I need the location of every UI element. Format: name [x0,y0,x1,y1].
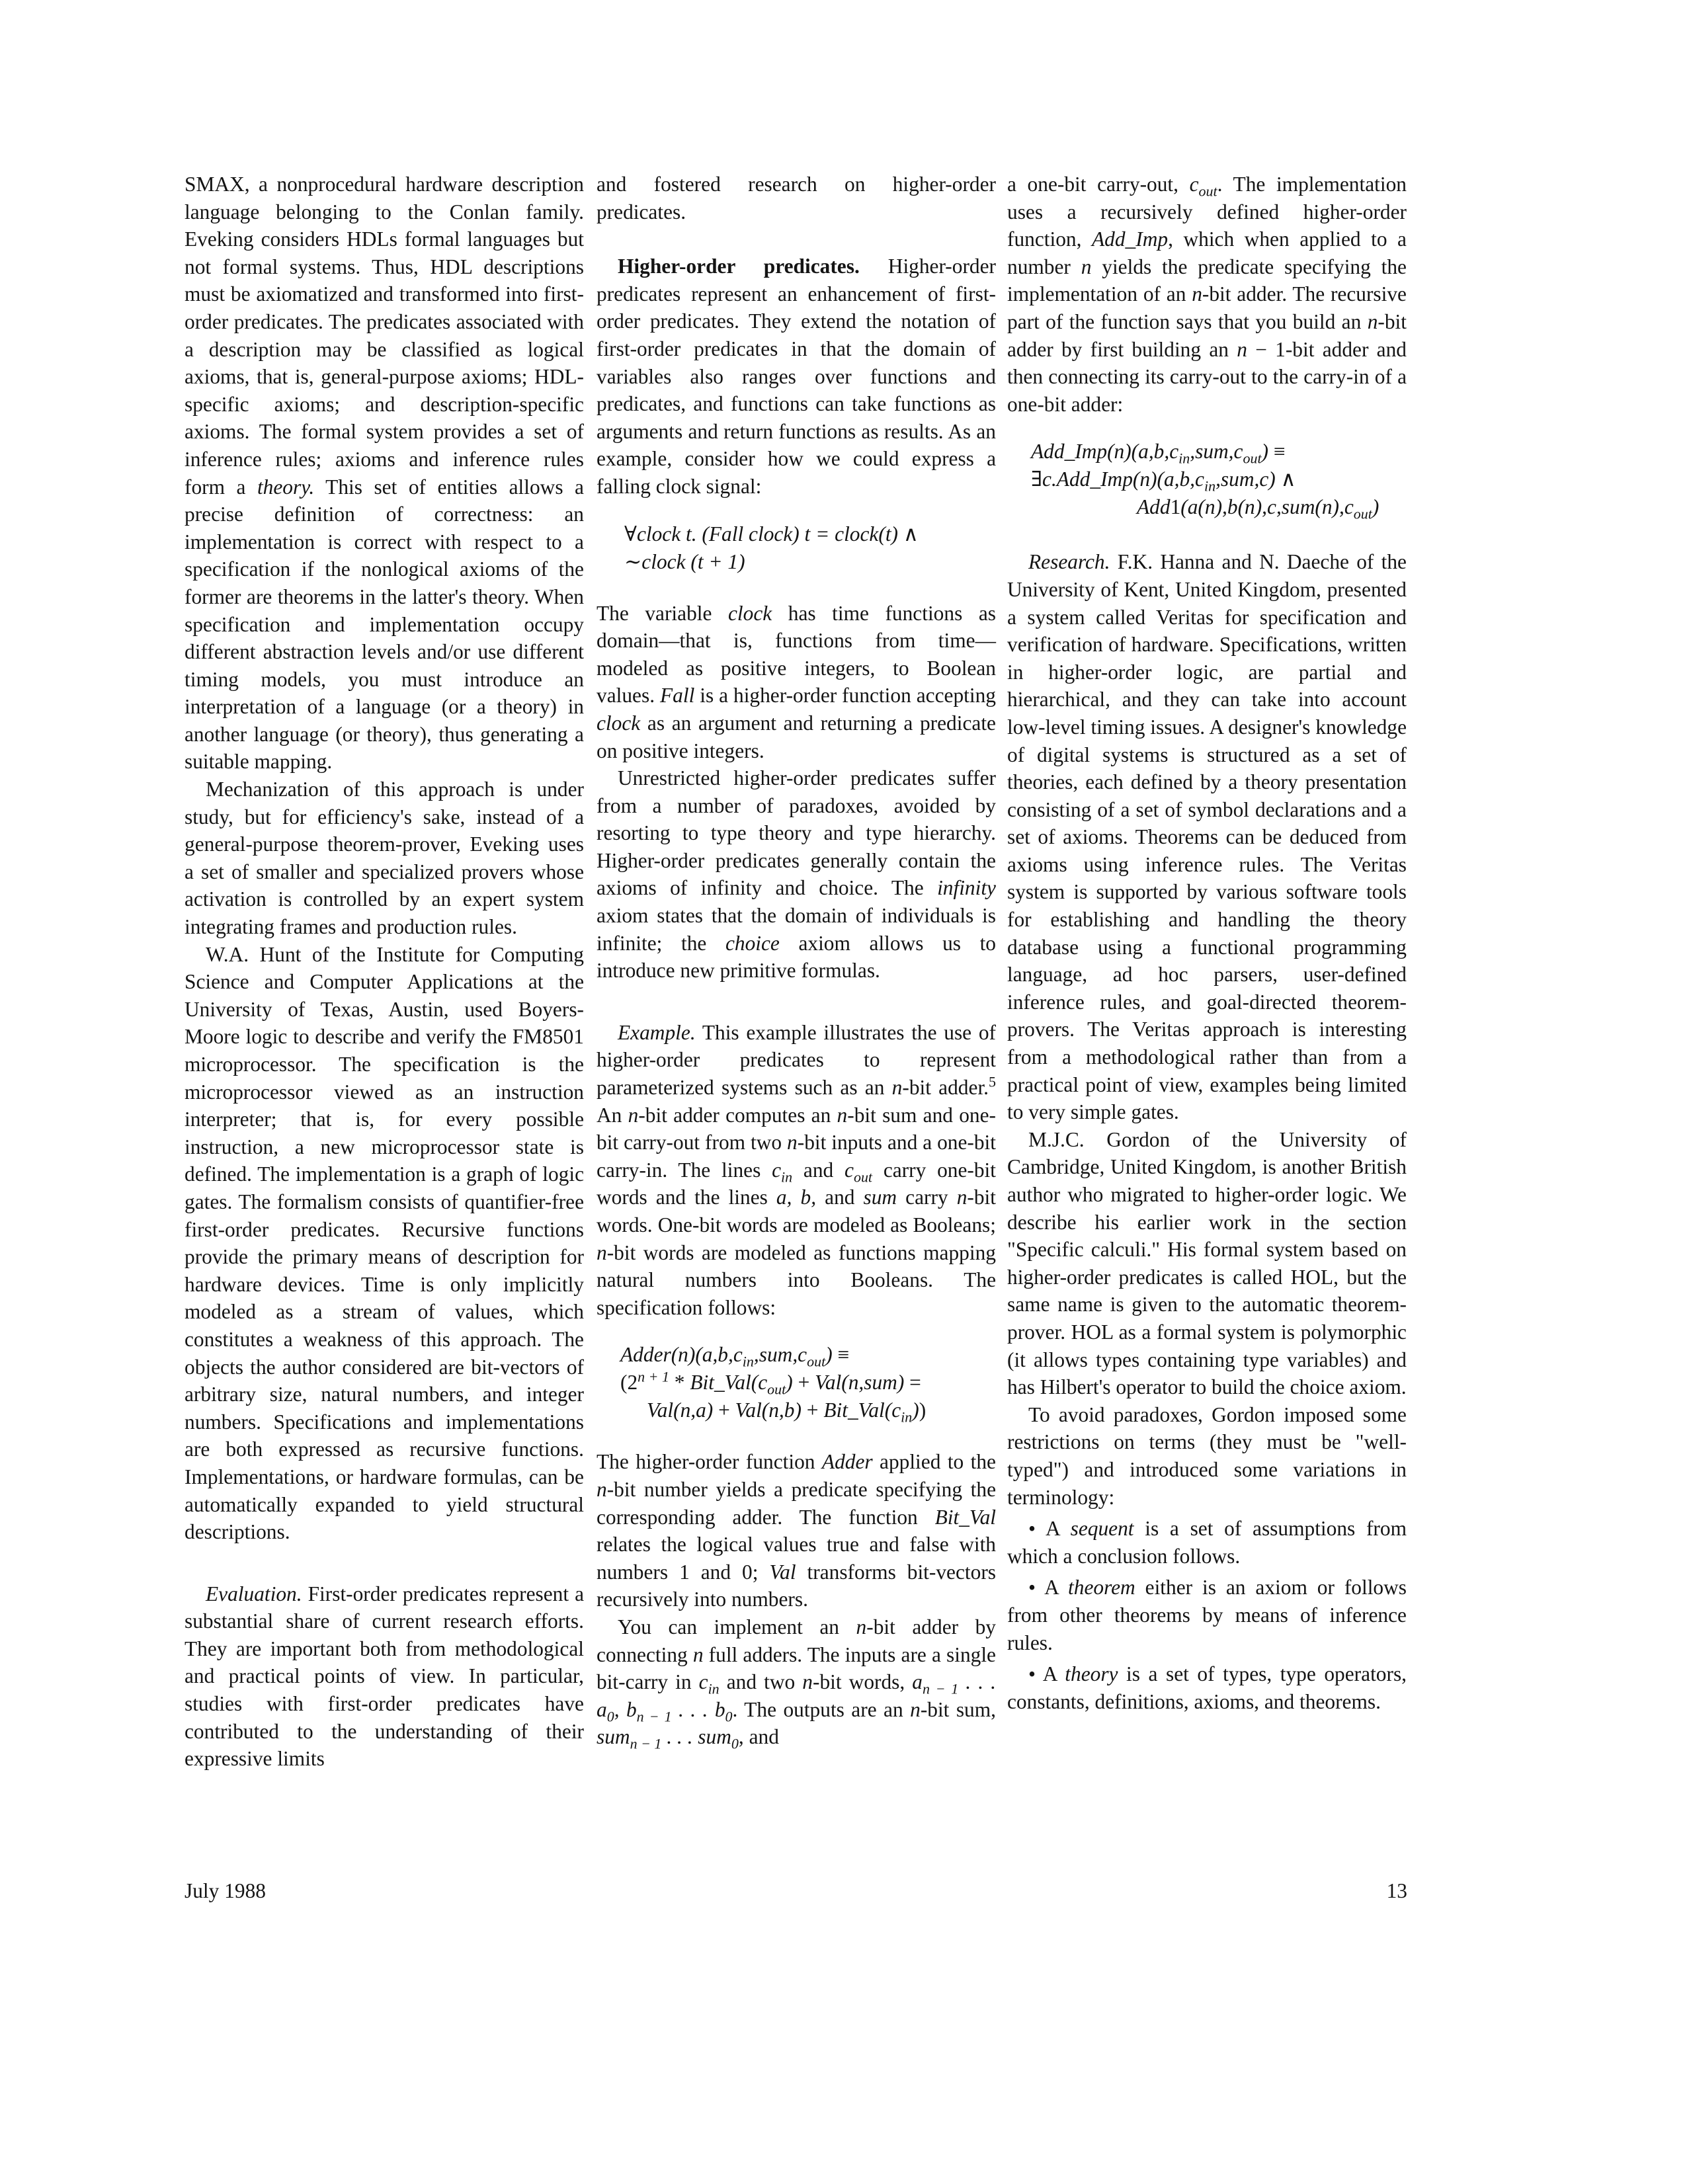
paragraph: Unrestricted higher-order predicates suffer from a number of paradoxes, avoided by resorting to type theory and type hierarchy. Higher-order predicates generally contain the axioms of infinity and choice. The infinity axiom states that the domain of individuals is infinite; the choice axiom allows us to introduce new primitive formulas. [597,766,996,983]
formula-adder: $Adder(n)(a,b,c_{in},sum,c_{out})$ ≡ ($2^{n + 1}$ * $Bit\_Val(c_{out}) + Val(n,sum)$ = $Val(n,a) + Val(n,b) + Bit\_Val(c_{in})$) [620,1343,927,1426]
paragraph: SMAX, a nonprocedural hardware description language belonging to the Conlan family. Eveking considers HDLs formal languages but not formal systems. Thus, HDL descriptions must be axiomatized and transformed into first-order predicates. The predicates associated with a description may be classified as logical axioms, that is, general-purpose axioms; HDL-specific axioms; and description-specific axioms. The formal system provides a set of inference rules; axioms and inference rules form a theory. This set of entities allows a precise definition of correctness: an implementation is correct with respect to a specification if the nonlogical axioms of the former are theorems in the latter's theory. When specification and implementation occupy different abstraction levels and/or use different timing models, you must introduce an interpretation of a language (or a theory) in another language (or theory), thus generating a suitable mapping. [185,173,584,774]
section-higher-order-predicates: Higher-order predicates. Higher-order predicates represent an enhancement of first-order predicates. They extend the notation of first-order predicates in that the domain of variables also ranges over functions and predicates, and functions can take functions as arguments and return functions as results. As an example, consider how we could express a falling clock signal: [597,255,996,498]
paragraph: The variable clock has time functions as domain—that is, functions from time—modeled as positive integers, to Boolean values. Fall is a higher-order function accepting clock as an argument and returning a predicate on positive integers. [597,601,996,762]
bullet-theory: • A theory is a set of types, type operators, constants, definitions, axioms, and theorems. [1007,1662,1407,1713]
paragraph: W.A. Hunt of the Institute for Computing Science and Computer Applications at the University of Texas, Austin, used Boyers-Moore logic to describe and verify the FM8501 microprocessor. The specification is the microprocessor viewed as an instruction interpreter; that is, for every possible instruction, a new microprocessor state is defined. The implementation is a graph of logic gates. The formalism consists of quantifier-free first-order predicates. Recursive functions provide the primary means of description for hardware devices. Time is only implicitly modeled as a stream of values, which constitutes a weakness of this approach. The objects the author considered are bit-vectors of arbitrary size, natural numbers, and integer numbers. Specifications and implementations are both expressed as recursive functions. Implementations, or hardware formulas, can be automatically expanded to yield structural descriptions. [185,942,584,1544]
formula-add-imp: $Add\_Imp(n)(a,b,c_{in},sum,c_{out})$ ≡ $\exists c.Add\_Imp(n)(a,b,c_{in},sum,c)$ ∧ $Add1(a(n),b(n),c,sum(n),c_{out})$ [1031,440,1380,522]
paragraph: and fostered research on higher-order predicates. [597,173,996,223]
paragraph-evaluation: Evaluation. First-order predicates represent a substantial share of current research efforts. They are important both from methodological and practical points of view. In particular, studies with first-order predicates have contributed to the understanding of their expressive limits [185,1582,584,1771]
column-2 [597,171,996,1751]
run-in-heading: Research. [1028,550,1110,574]
run-in-heading: Evaluation. [206,1582,302,1605]
column-1 [185,171,584,1773]
paragraph: The higher-order function Adder applied to the n-bit number yields a predicate specifying the corresponding adder. The function Bit_Val relates the logical values true and false with numbers 1 and 0; Val transforms bit-vectors recursively into numbers. [597,1450,996,1611]
bullet-theorem: • A theorem either is an axiom or follows from other theorems by means of inference rules. [1007,1576,1407,1654]
paragraph: You can implement an n-bit adder by connecting n full adders. The inputs are a single bit-carry in $c_{in}$ and two n-bit words, $a_{n - 1}$ . . . $a_0$, $b_{n - 1}$ . . . $b_0$. The outputs are an n-bit sum, sum$_{n - 1}$ . . . sum$_0$, and [597,1615,997,1752]
column-3 [1007,171,1407,1715]
paragraph-example: Example. This example illustrates the use of higher-order predicates to represent parameterized systems such as an n-bit adder.$^5$ An n-bit adder computes an n-bit sum and one-bit carry-out from two n-bit inputs and a one-bit carry-in. The lines $c_{in}$ and $c_{out}$ carry one-bit words and the lines a, b, and sum carry n-bit words. One-bit words are modeled as Booleans; n-bit words are modeled as functions mapping natural numbers into Booleans. The specification follows: [597,1020,997,1319]
run-in-heading: Example. [618,1020,696,1044]
footer-date: July 1988 [185,1879,266,1902]
paragraph: To avoid paradoxes, Gordon imposed some restrictions on terms (they must be "well-typed") and introduced some variations in terminology: [1007,1402,1407,1509]
formula-falling-clock: ∀clock t. (Fall clock) t = clock(t) ∧ ∼clock (t + 1) [624,522,919,573]
paragraph: a one-bit carry-out, $c_{out}$. The implementation uses a recursively defined higher-order function, Add_Imp, which when applied to a number n yields the predicate specifying the implementation of an n-bit adder. The recursive part of the function says that you build an n-bit adder by first building an n − 1-bit adder and then connecting its carry-out to the carry-in of a one-bit adder: [1007,173,1407,416]
bullet-sequent: • A sequent is a set of assumptions from which a conclusion follows. [1007,1517,1407,1568]
section-heading: Higher-order predicates. [618,255,860,278]
page-number: 13 [1386,1879,1407,1902]
paragraph-research: Research. F.K. Hanna and N. Daeche of the University of Kent, United Kingdom, presented a system called Veritas for specification and verification of hardware. Specifications, written in higher-order logic, are partial and hierarchical, and they can take into account low-level timing issues. A designer's knowledge of digital systems is structured as a set of theories, each defined by a theory presentation consisting of a set of symbol declarations and a set of axioms. Theorems can be deduced from axioms using inference rules. The Veritas system is supported by various software tools for establishing and handling the theory database using a functional programming language, ad hoc parsers, user-defined inference rules, and goal-directed theorem-provers. The Veritas approach is interesting from a methodological rather than from a practical point of view, examples being limited to very simple gates. [1007,550,1407,1124]
paragraph: M.J.C. Gordon of the University of Cambridge, United Kingdom, is another British author who migrated to higher-order logic. We describe his earlier work in the section "Specific calculi." His formal system based on higher-order predicates is called HOL, but the same name is given to the automatic theorem-prover. HOL as a formal system is polymorphic (it allows types containing type variables) and has Hilbert's operator to build the choice axiom. [1007,1127,1407,1399]
paragraph: Mechanization of this approach is under study, but for efficiency's sake, instead of a general-purpose theorem-prover, Eveking uses a set of smaller and specialized provers whose activation is controlled by an expert system integrating frames and production rules. [185,778,584,939]
